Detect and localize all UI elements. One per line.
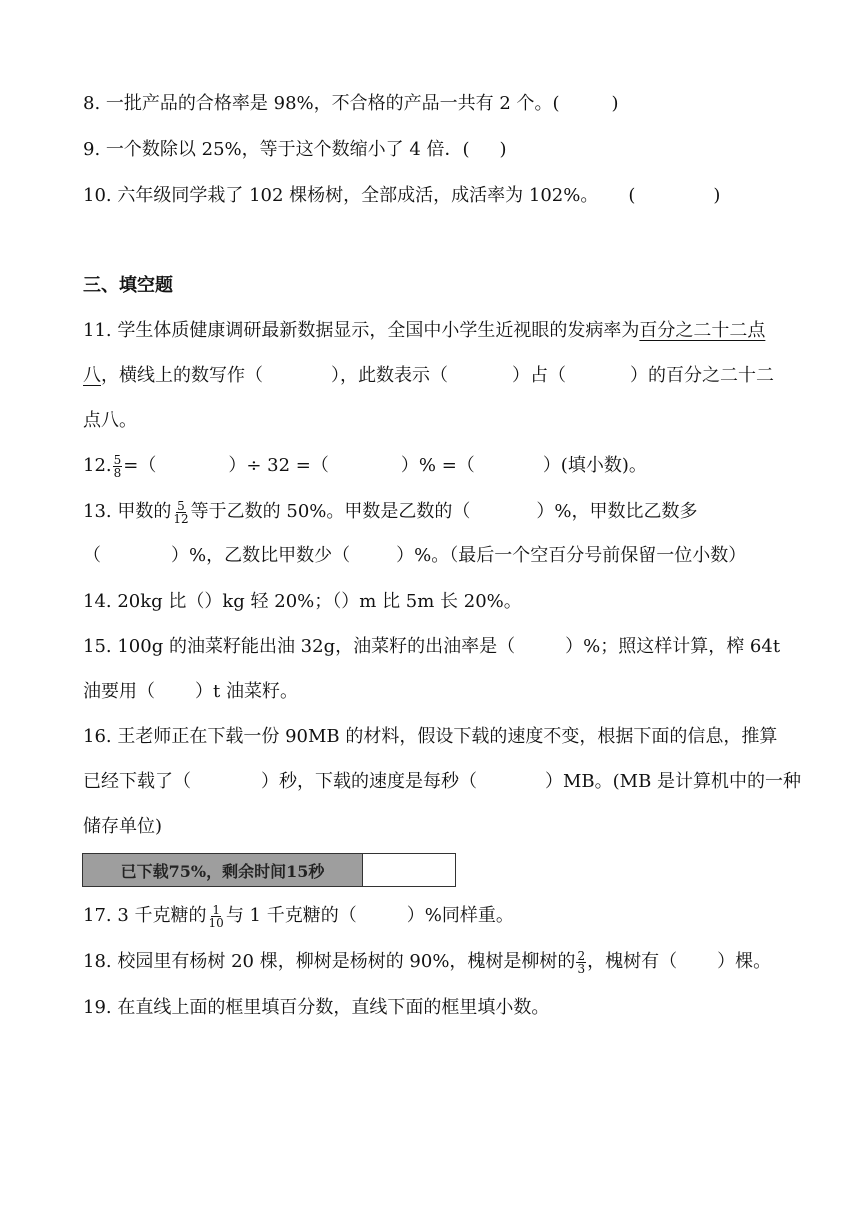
q11-text-5: ）的百分之二十二 bbox=[630, 365, 774, 386]
q13-text-6: ）%。（最后一个空百分号前保留一位小数） bbox=[396, 545, 747, 566]
q11-text-3: ），此数表示（ bbox=[331, 365, 448, 386]
q12-fraction bbox=[113, 454, 123, 479]
question-12 bbox=[83, 453, 647, 479]
q11-text-2: ，横线上的数写作（ bbox=[101, 365, 263, 386]
q9-close-paren: ) bbox=[499, 139, 507, 160]
q13-frac-denominator: 12 bbox=[173, 511, 189, 526]
question-14: 14. 20kg 比（）kg 轻 20%；（）m 比 5m 长 20%。 bbox=[83, 591, 522, 612]
q18-frac-denominator: 3 bbox=[577, 961, 586, 976]
q15-text-1: 15. 100g 的油菜籽能出油 32g，油菜籽的出油率是（ bbox=[83, 636, 516, 657]
question-18 bbox=[83, 949, 771, 975]
q13-text-2: 等于乙数的 50%。甲数是乙数的（ bbox=[190, 501, 471, 522]
q13-text-4: （ bbox=[83, 545, 101, 566]
q13-text-1: 13. 甲数的 bbox=[83, 501, 172, 522]
q13-text-5: ）%，乙数比甲数少（ bbox=[171, 545, 351, 566]
question-11-line-3 bbox=[83, 408, 137, 434]
q17-text-3: ）%同样重。 bbox=[406, 905, 514, 926]
question-15-line-1 bbox=[83, 634, 780, 660]
q9-text: 9. 一个数除以 25%，等于这个数缩小了 4 倍．( bbox=[83, 139, 470, 160]
question-16-line-1: 16. 王老师正在下载一份 90MB 的材料，假设下载的速度不变，根据下面的信息，推算 bbox=[83, 726, 778, 747]
q10-close-paren: ) bbox=[713, 185, 721, 206]
q10-text: 10. 六年级同学栽了 102 棵杨树，全部成活，成活率为 102%。 bbox=[83, 185, 599, 206]
download-progress-bar bbox=[82, 853, 456, 887]
section-heading-fill-blank: 三、填空题 bbox=[83, 275, 173, 296]
q8-close-paren: ) bbox=[611, 93, 619, 114]
q11-text-6: 点八。 bbox=[83, 410, 137, 431]
q12-text-2: ）÷ 32 =（ bbox=[228, 455, 329, 476]
question-16-line-2 bbox=[83, 769, 801, 795]
q17-frac-denominator: 10 bbox=[208, 915, 224, 930]
q13-frac-numerator: 5 bbox=[177, 498, 185, 513]
q10-open-paren: ( bbox=[628, 185, 636, 206]
download-progress-fill bbox=[83, 854, 363, 886]
q18-text-3: ）棵。 bbox=[717, 951, 772, 972]
question-16-line-3: 储存单位) bbox=[83, 816, 163, 837]
q16-text-2: ）秒，下载的速度是每秒（ bbox=[261, 771, 477, 792]
q15-text-4: ）t 油菜籽。 bbox=[195, 681, 298, 702]
q17-frac-numerator: 1 bbox=[212, 902, 220, 917]
q17-fraction bbox=[208, 904, 225, 929]
question-11-line-1 bbox=[83, 318, 765, 344]
q11-underlined-number-2: 八 bbox=[83, 365, 101, 386]
q12-text-3: ）% =（ bbox=[400, 455, 475, 476]
question-19: 19. 在直线上面的框里填百分数，直线下面的框里填小数。 bbox=[83, 997, 550, 1018]
q18-text-1: 18. 校园里有杨树 20 棵，柳树是杨树的 90%，槐树是柳树的 bbox=[83, 951, 576, 972]
question-13-line-1 bbox=[83, 499, 697, 525]
q16-text-1: 已经下载了（ bbox=[83, 771, 191, 792]
question-9 bbox=[83, 137, 507, 163]
q16-text-3: ）MB。(MB 是计算机中的一种 bbox=[545, 771, 802, 792]
q13-fraction bbox=[172, 500, 189, 525]
q15-text-2: ）%；照这样计算，榨 64t bbox=[565, 636, 781, 657]
q18-frac-numerator: 2 bbox=[577, 948, 586, 963]
q17-text-2: 与 1 千克糖的（ bbox=[225, 905, 357, 926]
question-8 bbox=[83, 91, 619, 117]
q12-frac-numerator: 5 bbox=[113, 452, 122, 467]
question-11-line-2 bbox=[83, 363, 774, 389]
q18-fraction bbox=[576, 950, 586, 975]
q12-number: 12. bbox=[83, 455, 112, 476]
question-13-line-2 bbox=[83, 543, 746, 569]
q13-text-3: ）%，甲数比乙数多 bbox=[536, 501, 698, 522]
question-15-line-2 bbox=[83, 679, 298, 705]
question-10 bbox=[83, 183, 720, 209]
question-17 bbox=[83, 903, 514, 929]
q18-text-2: ，槐树有（ bbox=[587, 951, 678, 972]
q8-text: 8. 一批产品的合格率是 98%，不合格的产品一共有 2 个。( bbox=[83, 93, 560, 114]
q12-text-1: =（ bbox=[123, 455, 157, 476]
download-progress-label: 已下载75%，剩余时间15秒 bbox=[120, 861, 325, 881]
q15-text-3: 油要用（ bbox=[83, 681, 155, 702]
q11-text-1: 11. 学生体质健康调研最新数据显示，全国中小学生近视眼的发病率为 bbox=[83, 320, 640, 341]
q12-frac-denominator: 8 bbox=[113, 465, 122, 480]
q17-text-1: 17. 3 千克糖的 bbox=[83, 905, 207, 926]
q12-text-4: ）(填小数)。 bbox=[542, 455, 647, 476]
q11-underlined-number-1: 百分之二十二点 bbox=[639, 320, 766, 341]
q11-text-4: ）占（ bbox=[512, 365, 566, 386]
